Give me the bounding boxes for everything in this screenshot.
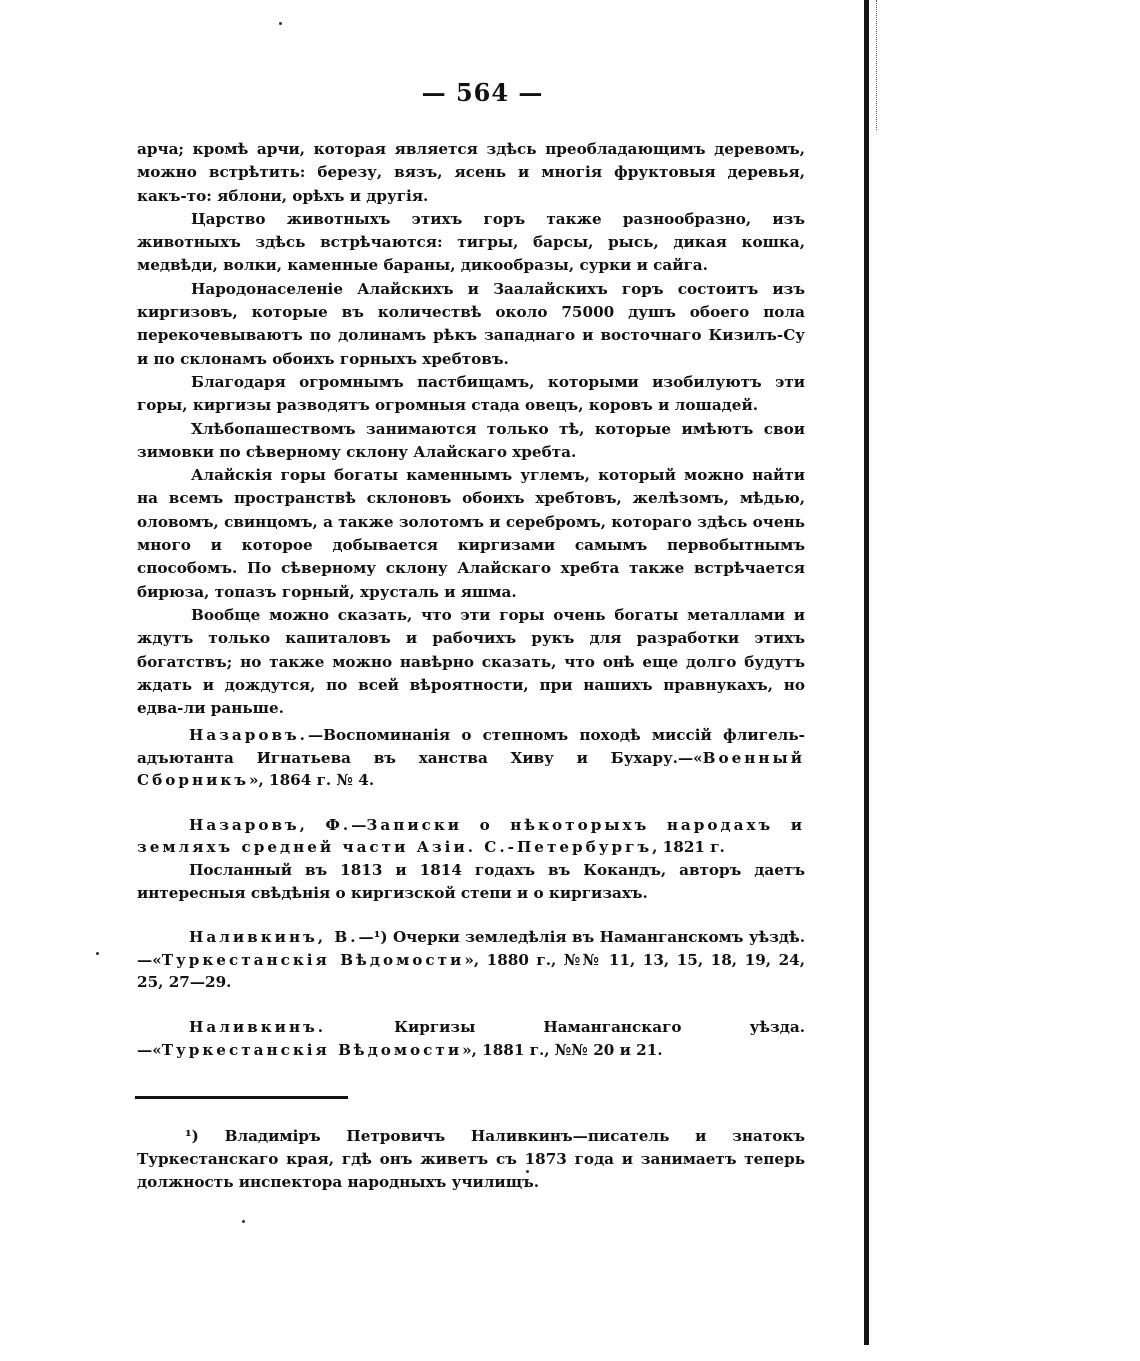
entry-author: Назаровъ. bbox=[189, 726, 308, 744]
entry-author: Наливкинъ. bbox=[189, 1017, 327, 1036]
entry-source: Туркестанскія Вѣдомости bbox=[161, 1040, 463, 1059]
print-speck bbox=[279, 22, 282, 25]
paragraph: Алайскія горы богаты каменнымъ углемъ, который можно найти на всемъ пространствѣ склоновъ обоихъ хребтовъ, желѣзомъ, мѣдью, оловомъ, свинцомъ, а также золотомъ и серебромъ, котораго здѣсь очень много и которое добывается киргизами самымъ первобытнымъ способомъ. По сѣверному склону Алайскаго хребта также встрѣчается бирюза, топазъ горный, хрусталь и яшма. bbox=[137, 466, 805, 601]
entry-title: Записки о нѣкоторыхъ народахъ и земляхъ средней части Азіи. С.-Петербургъ bbox=[137, 815, 805, 857]
page-edge-marks bbox=[876, 0, 885, 130]
entry-author: Наливкинъ, В. bbox=[189, 928, 359, 947]
page-number: — 564 — bbox=[421, 78, 544, 107]
footnote: ¹) Владиміръ Петровичъ Наливкинъ—писатель и знатокъ Туркестанскаго края, гдѣ онъ живетъ съ 1873 года и занимаетъ теперь должность инспектора народныхъ училищъ. bbox=[137, 1127, 805, 1191]
entry-tail: , 1821 г. bbox=[652, 838, 725, 857]
entry-author: Назаровъ, Ф. bbox=[189, 815, 352, 834]
print-speck bbox=[96, 952, 99, 955]
entry-text: — bbox=[351, 815, 367, 834]
paragraph: Хлѣбопашествомъ занимаются только тѣ, которые имѣютъ свои зимовки по сѣверному склону Алайскаго хребта. bbox=[137, 419, 805, 461]
paragraph: Вообще можно сказать, что эти горы очень богаты металлами и ждутъ только капиталовъ и рабочихъ рукъ для разработки этихъ богатствъ; но также можно навѣрно сказать, что онѣ еще долго будутъ ждать и дождутся, по всей вѣроятности, при нашихъ правнукахъ, но едва-ли раньше. bbox=[137, 605, 805, 718]
paragraph: Народонаселеніе Алайскихъ и Заалайскихъ горъ состоитъ изъ киргизовъ, которые въ количествѣ около 75000 душъ обоего пола перекочевываютъ по долинамъ рѣкъ западнаго и восточнаго Кизилъ-Су и по склонамъ обоихъ горныхъ хребтовъ. bbox=[137, 279, 805, 368]
entry-text: —¹) Очерки земледѣлія въ Наманганскомъ уѣздѣ.—« bbox=[137, 928, 805, 969]
print-speck bbox=[242, 1220, 245, 1223]
bibliography-entry bbox=[137, 1016, 805, 1061]
entry-tail: », 1864 г. № 4. bbox=[248, 771, 375, 790]
entry-tail: », 1880 г., №№ 11, 13, 15, 18, 19, 24, 25, 27—29. bbox=[137, 950, 805, 992]
entry-tail: », 1881 г., №№ 20 и 21. bbox=[462, 1040, 663, 1059]
entry-source: Военный Сборникъ bbox=[137, 748, 805, 790]
print-speck bbox=[526, 1170, 529, 1173]
paragraph: Благодаря огромнымъ пастбищамъ, которыми изобилуютъ эти горы, киргизы разводятъ огромныя стада овецъ, коровъ и лошадей. bbox=[137, 372, 805, 415]
entry-note: Посланный въ 1813 и 1814 годахъ въ Кокандъ, авторъ даетъ интересныя свѣдѣнія о киргизской степи и о киргизахъ. bbox=[137, 860, 805, 902]
paragraph: Царство животныхъ этихъ горъ также разнообразно, изъ животныхъ здѣсь встрѣчаются: тигры, барсы, рысь, дикая кошка, медвѣди, волки, каменные бараны, дикообразы, сурки и сайга. bbox=[137, 209, 805, 275]
bibliography-entry bbox=[137, 724, 805, 792]
bibliography-entry bbox=[137, 926, 805, 994]
main-text bbox=[137, 138, 805, 720]
paragraph: арча; кромѣ арчи, которая является здѣсь преобладающимъ деревомъ, можно встрѣтить: березу, вязъ, ясень и многія фруктовыя деревья, какъ-то: яблони, орѣхъ и другія. bbox=[137, 140, 805, 205]
bibliography bbox=[137, 724, 805, 1083]
footnote-separator bbox=[135, 1096, 348, 1099]
entry-text: Киргизы Наманганскаго уѣзда.—« bbox=[137, 1017, 805, 1059]
page-edge-rule bbox=[864, 0, 869, 1345]
entry-source: Туркестанскія Вѣдомости bbox=[161, 950, 465, 969]
bibliography-entry bbox=[137, 814, 805, 904]
entry-text: —Воспоминанія о степномъ походѣ миссій флигель-адъютанта Игнатьева въ ханства Хиву и Бухару.—« bbox=[137, 726, 805, 767]
